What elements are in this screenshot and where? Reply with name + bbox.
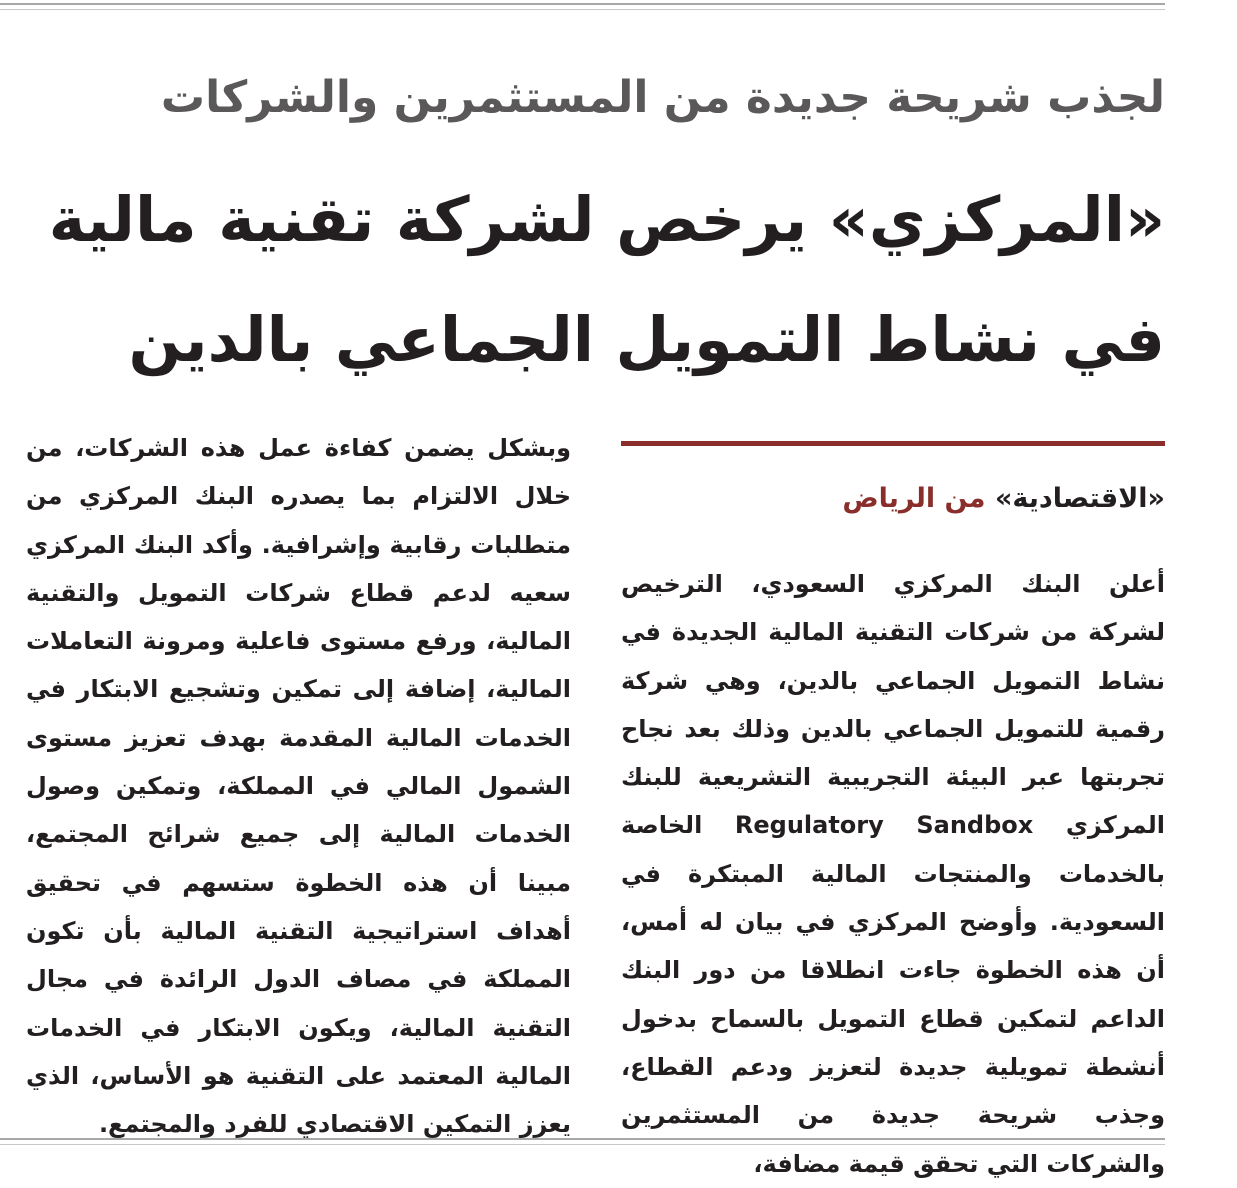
article-body-column-right xyxy=(621,560,1165,1188)
top-border-rule-thin xyxy=(0,9,1165,10)
byline-publication: «الاقتصادية» xyxy=(994,483,1165,514)
byline-location: من الرياض xyxy=(842,483,986,514)
headline-line-2: في نشاط التمويل الجماعي بالدين xyxy=(128,303,1165,376)
body-text-lead: أعلن البنك المركزي السعودي، الترخيص لشركة من شركات التقنية المالية الجديدة في نشاط التمويل الجماعي بالدين، وهي شركة رقمية للتمويل الجماعي بالدين وذلك بعد نجاح تجربتها عبر البيئة التجريبية التشريعية للبنك المركزي xyxy=(621,570,1165,840)
bottom-border-rule-thin xyxy=(0,1144,1165,1145)
article-headline xyxy=(40,160,1165,400)
byline-accent-rule xyxy=(621,441,1165,446)
article-kicker: لجذب شريحة جديدة من المستثمرين والشركات xyxy=(160,72,1165,123)
top-border-rule xyxy=(0,3,1165,5)
regulatory-sandbox-term: Regulatory Sandbox xyxy=(734,811,1034,840)
headline-line-1: «المركزي» يرخص لشركة تقنية مالية xyxy=(48,183,1165,256)
body-paragraph-2: وبشكل يضمن كفاءة عمل هذه الشركات، من خلال الالتزام بما يصدره البنك المركزي من متطلبات رقابية وإشرافية. وأكد البنك المركزي سعيه لدعم قطاع شركات التمويل والتقنية المالية، ورفع مستوى فاعلية ومرونة التعاملات المالية، إضافة إلى تمكين وتشجيع الابتكار في الخدمات المالية المقدمة بهدف تعزيز مستوى الشمول المالي في المملكة، وتمكين وصول الخدمات المالية إلى جميع شرائح المجتمع، مبينا أن هذه الخطوة ستسهم في تحقيق أهداف استراتيجية التقنية المالية بأن تكون المملكة في مصاف الدول الرائدة في مجال التقنية المالية، ويكون الابتكار في الخدمات المالية المعتمد على التقنية هو الأساس، الذي يعزز التمكين الاقتصادي للفرد والمجتمع. xyxy=(26,434,571,1139)
article-byline xyxy=(621,474,1165,524)
body-text-continued: الخاصة بالخدمات والمنتجات المالية المبتكرة في السعودية. وأوضح المركزي في بيان له أمس، أن هذه الخطوة جاءت انطلاقا من دور البنك الداعم لتمكين قطاع التمويل بالسماح بدخول أنشطة تمويلية جديدة لتعزيز ودعم القطاع، وجذب شريحة جديدة من المستثمرين والشركات التي تحقق قيمة مضافة، xyxy=(621,811,1165,1178)
bottom-border-rule xyxy=(0,1138,1165,1140)
article-body-column-left xyxy=(26,424,571,1148)
body-paragraph-1 xyxy=(621,560,1165,1188)
